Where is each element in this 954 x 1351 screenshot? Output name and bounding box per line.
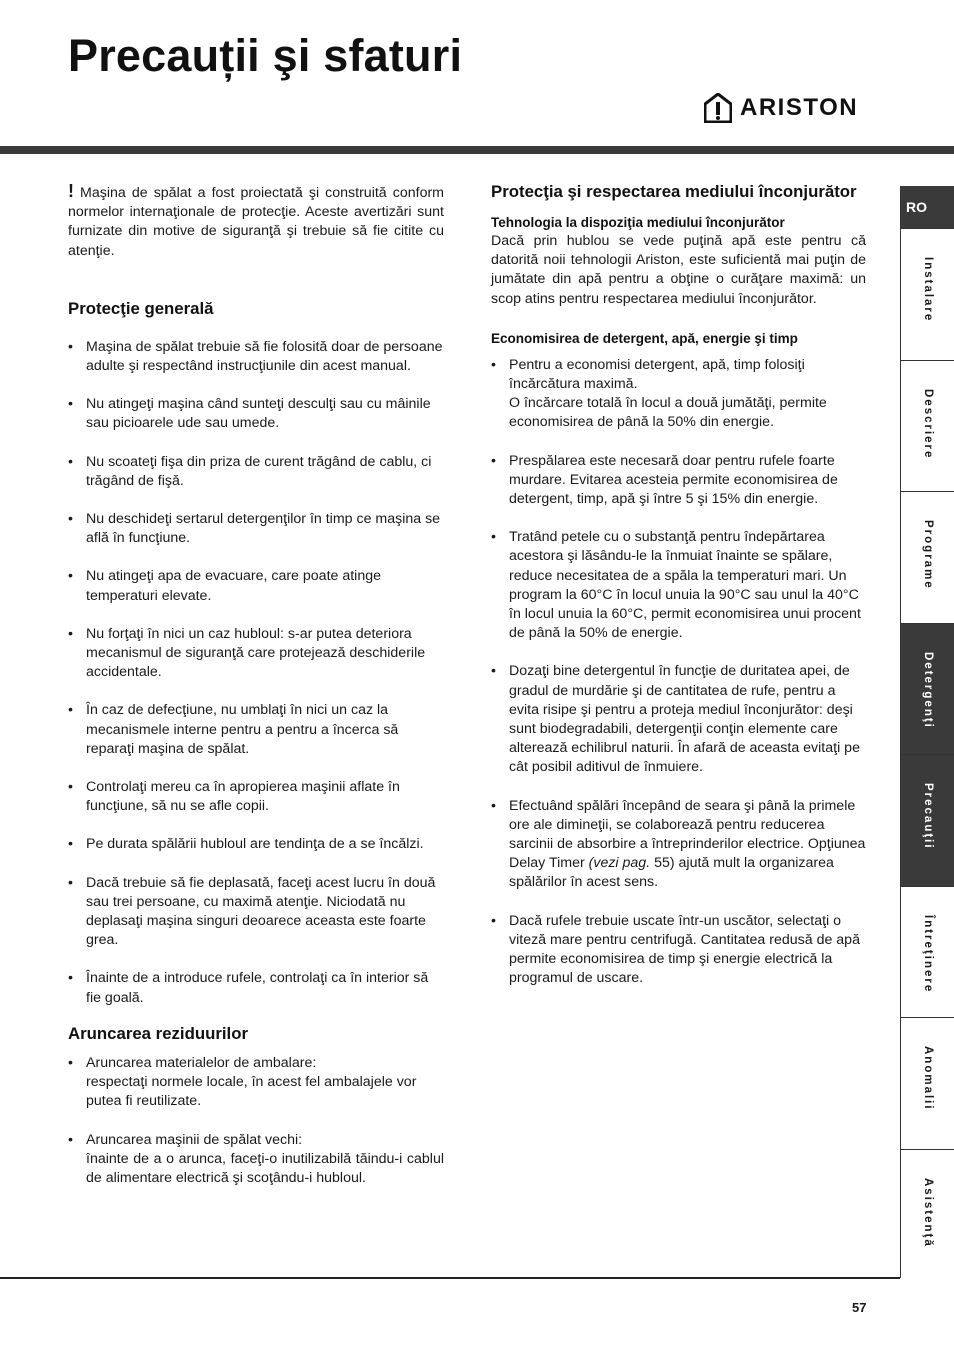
list-item: • Nu scoateţi fişa din priza de curent trăgând de cablu, ci trăgând de fişă. <box>68 453 444 491</box>
general-protection-heading: Protecţie generală <box>68 298 214 318</box>
list-item-text: Efectuând spălări începând de seara şi până la primele ore ale dimineţii, se colaborează pentru reducerea sarcinii de absorbire a întreprinderilor electrice. Opţiunea Delay Timer <box>509 797 866 872</box>
page-title: Precauții şi sfaturi <box>68 30 463 81</box>
sidebar-tab-detergenti[interactable] <box>901 623 954 755</box>
sidebar-tab-descriere[interactable] <box>901 360 954 492</box>
economy-list <box>491 356 866 989</box>
list-item: • În caz de defecţiune, nu umblaţi în nici un caz la mecanismele interne pentru a pentru a încerca să reparaţi maşina de spălat. <box>68 701 444 759</box>
house-logo-icon <box>704 93 732 123</box>
section-sidebar <box>900 186 954 1278</box>
page-number: 57 <box>852 1300 867 1315</box>
list-item-lead: • Aruncarea materialelor de ambalare: <box>86 1054 317 1071</box>
sidebar-tab-label: Anomalii <box>922 1046 934 1111</box>
sidebar-tab-label: Precauţii <box>922 783 934 850</box>
environment-heading: Protecţia şi respectarea mediului înconjurător <box>491 182 857 201</box>
list-item <box>68 1054 444 1112</box>
list-item <box>491 797 866 893</box>
list-item <box>68 1131 444 1189</box>
list-item-text: respectaţi normele locale, în acest fel ambalajele vor putea fi reutilizate. <box>86 1074 417 1110</box>
sidebar-tab-programe[interactable] <box>901 491 954 623</box>
sidebar-tab-label: Programe <box>922 520 934 590</box>
intro-text: Maşina de spălat a fost proiectată şi construită conform normelor internaţionale de protecţie. Aceste avertizări sunt furnizate din motive de siguranţă şi trebuie să fie citite cu atenţie. <box>68 185 444 259</box>
list-item: • Nu deschideţi sertarul detergenţilor în timp ce maşina se află în funcţiune. <box>68 510 444 548</box>
right-column <box>491 182 866 989</box>
header-rule <box>0 146 954 154</box>
sidebar-tab-anomalii[interactable] <box>901 1017 954 1149</box>
waste-disposal-list <box>68 1054 444 1188</box>
sidebar-tab-intretinere[interactable] <box>901 886 954 1018</box>
list-item: • Nu atingeţi apa de evacuare, care poate atinge temperaturi elevate. <box>68 567 444 605</box>
page-reference-number: 55) <box>650 855 675 872</box>
sidebar-tab-label: Asistenţă <box>922 1177 934 1248</box>
waste-disposal-heading: Aruncarea reziduurilor <box>68 1023 248 1043</box>
list-item: • Prespălarea este necesară doar pentru rufele foarte murdare. Evitarea acesteia permite economisirea de detergent, timp, apă şi între 5 şi 15% din energie. <box>491 452 866 510</box>
list-item-text: • Pentru a economisi detergent, apă, timp folosiţi încărcătura maximă. <box>509 356 805 393</box>
list-item: • Dozaţi bine detergentul în funcţie de duritatea apei, de gradul de murdărie şi de cantitatea de rufe, pentru a evita risipe şi pentru a proteja mediul înconjurător: deşi sunt biodegradabili, detergenţii conţin elemente care alterează echilibrul naturii. În afară de aceasta evitaţi pe cât posibil aditivul de înmuiere. <box>491 662 866 777</box>
list-item: • Pe durata spălării hubloul are tendinţa de a se încălzi. <box>68 835 444 854</box>
list-item: • Nu forţaţi în nici un caz hubloul: s-ar putea deteriora mecanismul de siguranţă care protejează deschiderile accidentale. <box>68 625 444 683</box>
sidebar-tab-label: Întreţinere <box>922 914 934 993</box>
list-item <box>491 356 866 433</box>
list-item: • Controlaţi mereu ca în apropierea maşinii aflate în funcţiune, să nu se afle copii. <box>68 778 444 816</box>
list-item: • Înainte de a introduce rufele, controlaţi ca în interior să fie goală. <box>68 969 444 1007</box>
list-item: • Nu atingeţi maşina când sunteţi desculţi sau cu mâinile sau picioarele ude sau umede. <box>68 395 444 433</box>
intro-paragraph <box>68 182 444 261</box>
general-protection-list <box>68 338 444 1008</box>
list-item-text: ajută mult la organizarea spălărilor în acest sens. <box>509 855 834 891</box>
list-item-text: O încărcare totală în locul a două jumătăţi, permite economisirea de până la 50% din energie. <box>509 395 827 431</box>
list-item-lead: • Aruncarea maşinii de spălat vechi: <box>86 1131 303 1148</box>
list-item: • Dacă rufele trebuie uscate într-un uscător, selectaţi o viteză mare pentru centrifugă. Cantitatea redusă de apă permite economisirea de timp şi energie electrică la programul de uscare. <box>491 912 866 989</box>
technology-paragraph: Dacă prin hublou se vede puţină apă este pentru că datorită noii tehnologii Ariston, este suficientă mai puţin de jumătate din apă pentru a obţine o curăţare maximă: un scop atins pentru respectarea mediului înconjurător. <box>491 233 866 307</box>
sidebar-tab-precautii[interactable] <box>901 754 954 886</box>
sidebar-tab-label: Instalare <box>922 257 934 323</box>
left-column <box>68 182 444 1188</box>
brand-logo <box>704 92 858 124</box>
footer-rule <box>0 1277 900 1279</box>
list-item-text: înainte de a o arunca, faceţi-o inutilizabilă tăindu-i cablul de alimentare electrică şi scoţându-i hubloul. <box>86 1150 444 1186</box>
list-item: • Tratând petele cu o substanţă pentru îndepărtarea acestora şi lăsându-le la înmuiat înainte se spălare, reduce necesitatea de a spăla la temperaturi mari. Un program la 60°C în locul unuia la 90°C sau unul la 40°C în locul unuia la 60°C, permit economisirea unui procent de până la 50% de energie. <box>491 528 866 643</box>
list-item: • Dacă trebuie să fie deplasată, faceţi acest lucru în două sau trei persoane, cu maximă atenţie. Niciodată nu deplasaţi maşina singuri deoarece aceasta este foarte grea. <box>68 874 444 951</box>
page-reference: (vezi pag. <box>588 855 651 872</box>
sidebar-tab-asistenta[interactable] <box>901 1149 954 1281</box>
language-tab: RO <box>901 186 954 228</box>
warning-mark: ! <box>68 181 74 201</box>
sidebar-tab-label: Descriere <box>922 388 934 459</box>
technology-subheading: Tehnologia la dispoziţia mediului înconjurător <box>491 215 785 230</box>
list-item: • Maşina de spălat trebuie să fie folosită doar de persoane adulte şi respectând instrucţiunile din acest manual. <box>68 338 444 376</box>
sidebar-tab-label: Detergenţi <box>922 651 934 729</box>
brand-name: ARISTON <box>740 94 859 121</box>
sidebar-tab-instalare[interactable] <box>901 228 954 360</box>
economy-subheading: Economisirea de detergent, apă, energie şi timp <box>491 330 798 346</box>
